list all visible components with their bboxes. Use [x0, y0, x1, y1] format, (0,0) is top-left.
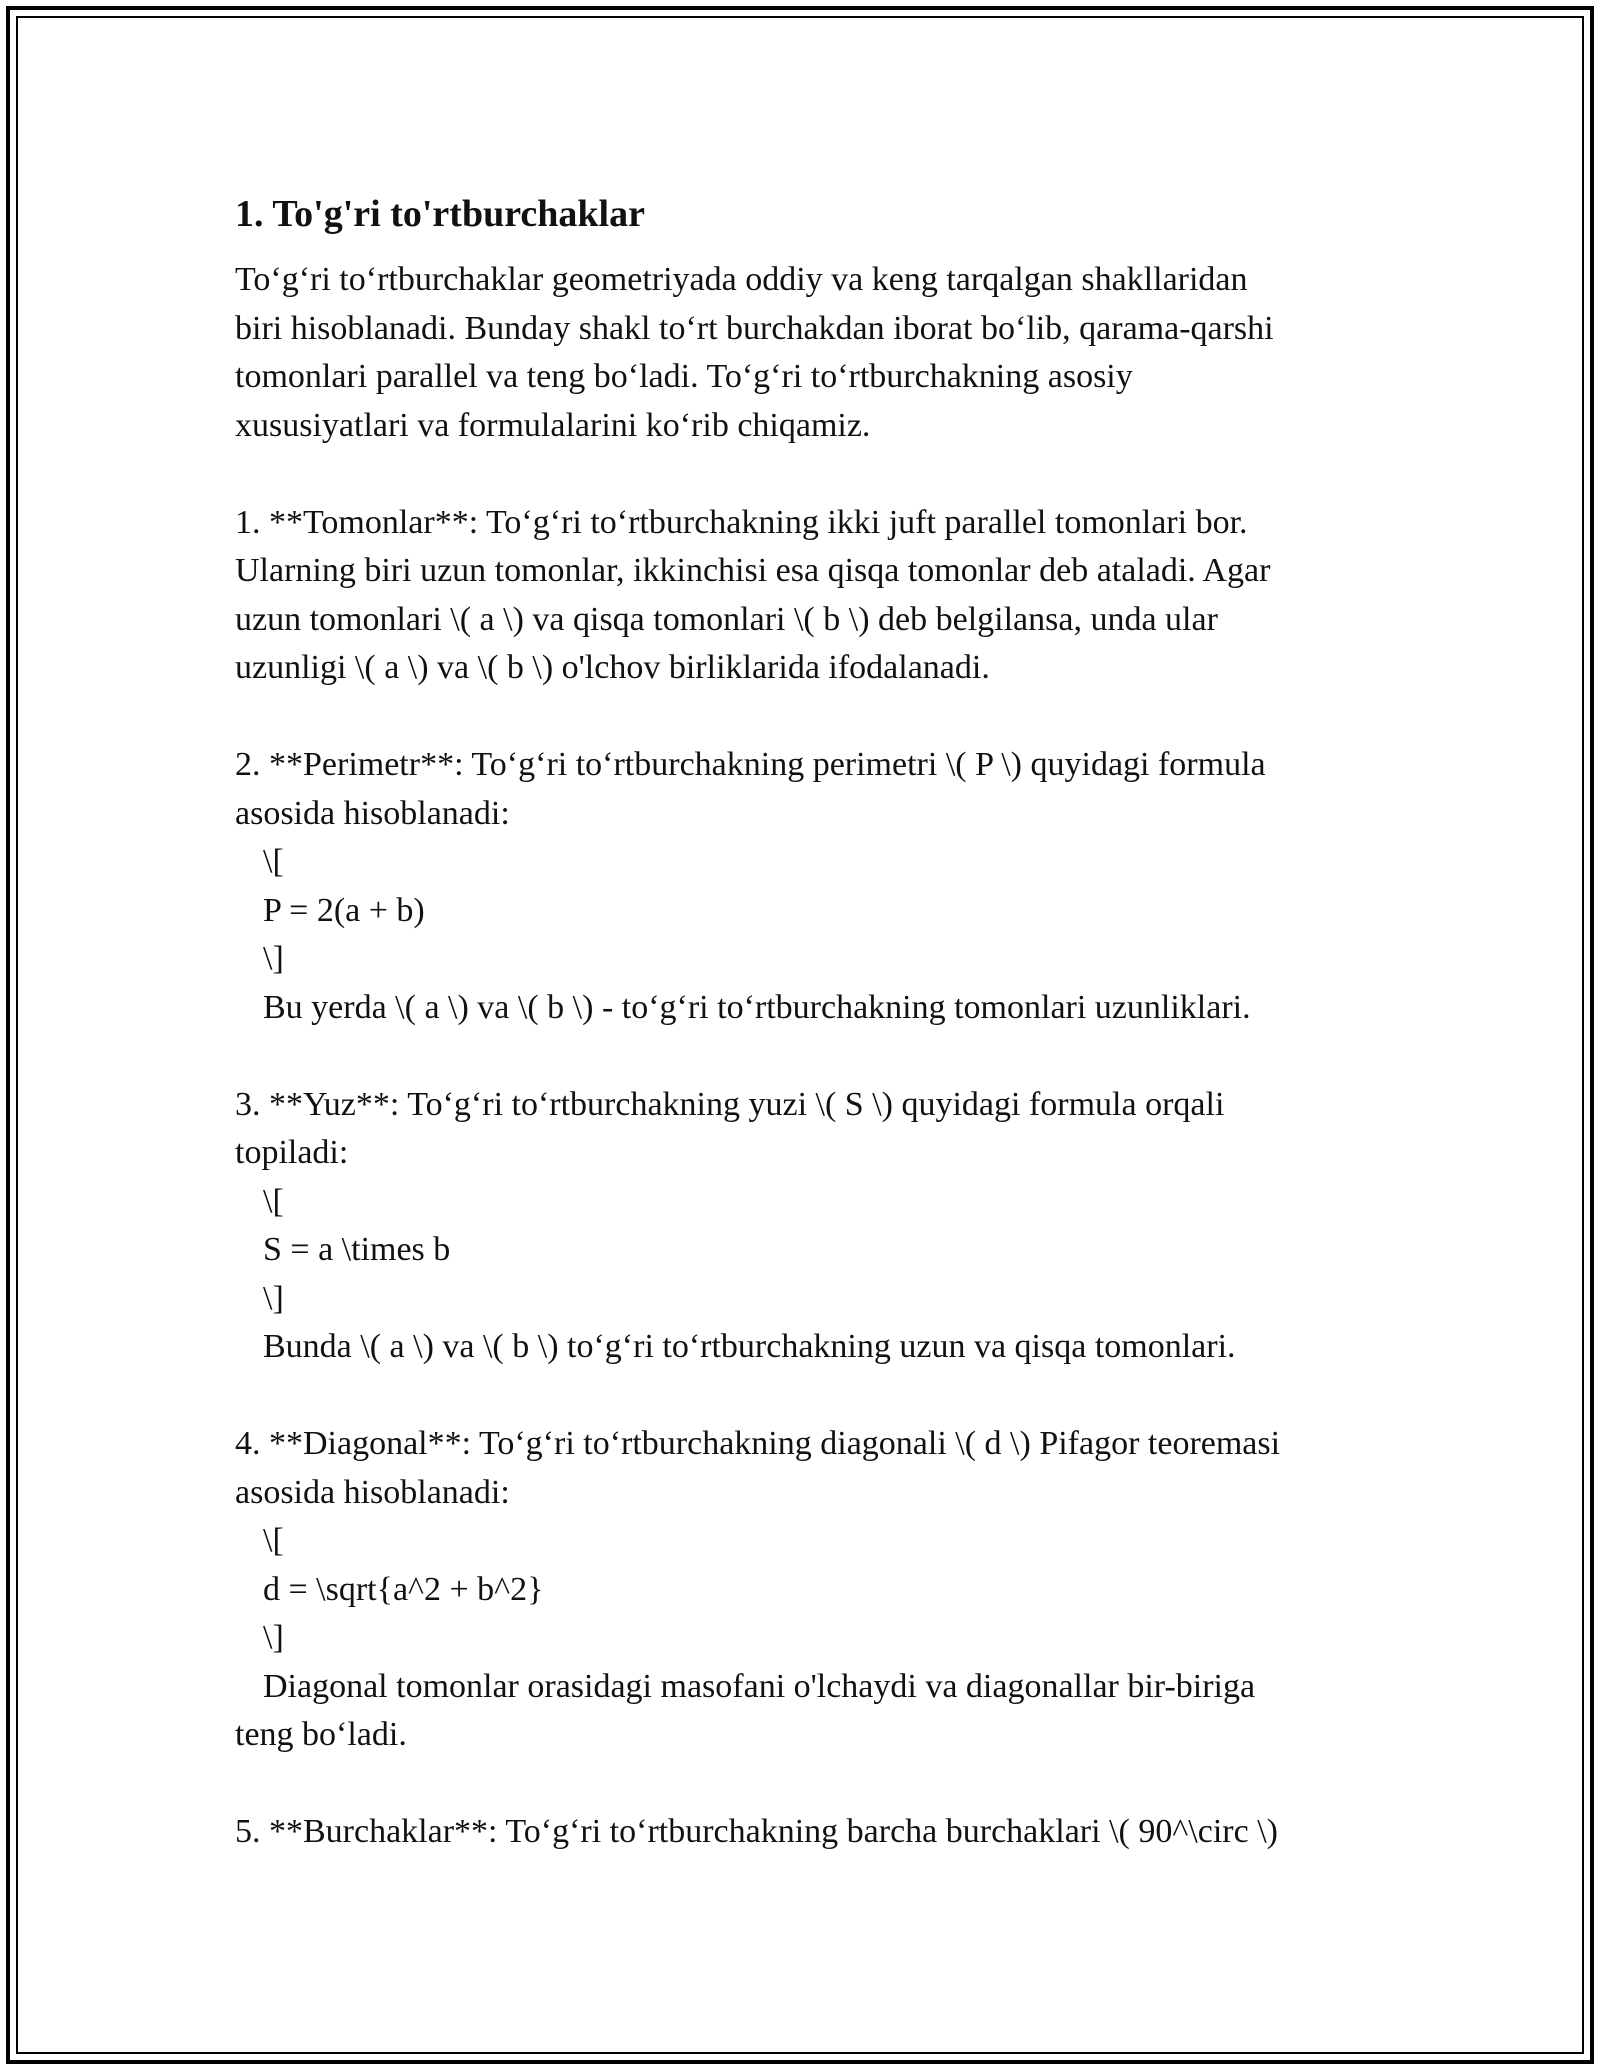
formula: S = a \times b: [263, 1231, 451, 1268]
text-line: asosida hisoblanadi:: [235, 1473, 510, 1511]
text-line: 1. **Tomonlar**: To‘g‘ri to‘rtburchakning ikki juft parallel tomonlari bor.: [235, 503, 1248, 541]
text-line: To‘g‘ri to‘rtburchaklar geometriyada oddiy va keng tarqalgan shakllaridan: [235, 261, 1248, 298]
formula-open: \[: [263, 843, 284, 880]
formula-close: \]: [263, 1279, 284, 1317]
section-diagonal: [235, 1420, 1395, 1760]
text-line: Diagonal tomonlar orasidagi masofani o'lchaydi va diagonallar bir-biriga: [263, 1667, 1256, 1705]
text-line: asosida hisoblanadi:: [235, 794, 510, 832]
text-line: Bu yerda \( a \) va \( b \) - to‘g‘ri to‘rtburchakning tomonlari uzunliklari.: [263, 988, 1251, 1026]
text-line: tomonlari parallel va teng bo‘ladi. To‘g‘ri to‘rtburchakning asosiy: [235, 358, 1133, 395]
formula-close: \]: [263, 1619, 284, 1656]
section-perimetr: [235, 741, 1395, 1032]
section-yuz: [235, 1081, 1395, 1372]
text-line: 5. **Burchaklar**: To‘g‘ri to‘rtburchakning barcha burchaklari \( 90^\circ \): [235, 1813, 1278, 1850]
text-line: 4. **Diagonal**: To‘g‘ri to‘rtburchakning diagonali \( d \) Pifagor teoremasi: [235, 1425, 1281, 1462]
formula-open: \[: [263, 1182, 284, 1220]
formula: d = \sqrt{a^2 + b^2}: [263, 1570, 544, 1608]
section-burchaklar: [235, 1808, 1395, 1857]
document-body: [235, 186, 1395, 1857]
text-line: xususiyatlari va formulalarini ko‘rib chiqamiz.: [235, 406, 871, 444]
formula: P = 2(a + b): [263, 891, 425, 929]
formula-close: \]: [263, 940, 284, 977]
text-line: biri hisoblanadi. Bunday shakl to‘rt burchakdan iborat bo‘lib, qarama-qarshi: [235, 309, 1274, 347]
text-line: uzunligi \( a \) va \( b \) o'lchov birliklarida ifodalanadi.: [235, 649, 990, 686]
text-line: uzun tomonlari \( a \) va qisqa tomonlari \( b \) deb belgilansa, unda ular: [235, 600, 1218, 638]
text-line: 2. **Perimetr**: To‘g‘ri to‘rtburchakning perimetri \( P \) quyidagi formula: [235, 746, 1266, 783]
text-line: teng bo‘ladi.: [235, 1716, 407, 1753]
section-tomonlar: [235, 499, 1395, 693]
page-title: 1. To'g'ri to'rtburchaklar: [235, 193, 645, 235]
text-line: 3. **Yuz**: To‘g‘ri to‘rtburchakning yuzi \( S \) quyidagi formula orqali: [235, 1085, 1225, 1123]
text-line: Ularning biri uzun tomonlar, ikkinchisi esa qisqa tomonlar deb ataladi. Agar: [235, 552, 1271, 589]
intro-paragraph: [235, 256, 1395, 450]
formula-open: \[: [263, 1522, 284, 1559]
text-line: topiladi:: [235, 1134, 349, 1171]
text-line: Bunda \( a \) va \( b \) to‘g‘ri to‘rtburchakning uzun va qisqa tomonlari.: [263, 1328, 1236, 1365]
